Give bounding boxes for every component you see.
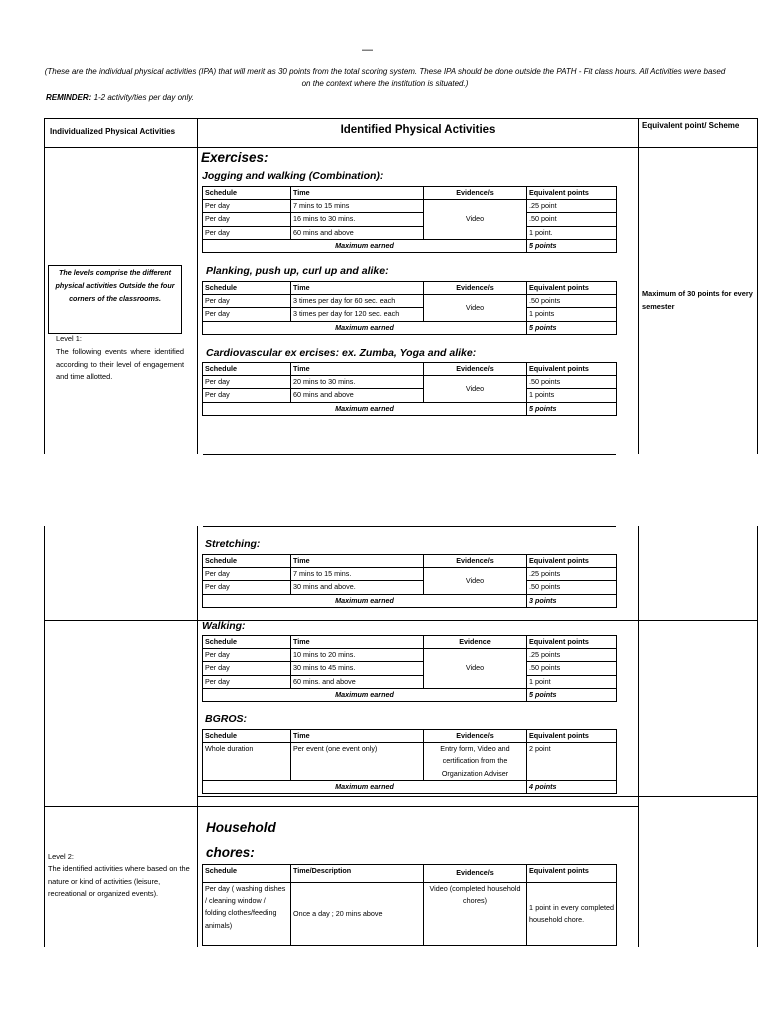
main-col-line-3 bbox=[757, 118, 758, 454]
bgros-schedule: Whole duration bbox=[203, 743, 291, 781]
stretching-evidence: Video bbox=[424, 568, 527, 594]
main-col-line-2 bbox=[638, 118, 639, 454]
part2-top bbox=[203, 526, 616, 527]
bgros-table bbox=[202, 729, 617, 794]
section-end-line bbox=[203, 454, 616, 455]
col2-header: Identified Physical Activities bbox=[340, 124, 496, 136]
planking-title: Planking, push up, curl up and alike: bbox=[206, 265, 389, 277]
cardio-r2-schedule: Per day bbox=[203, 389, 291, 402]
walking-divider-right bbox=[638, 620, 758, 621]
jogging-max-value: 5 points bbox=[527, 239, 617, 252]
jogging-r3-schedule: Per day bbox=[203, 226, 291, 239]
bgros-evidence: Entry form, Video and certification from the Organization Adviser bbox=[424, 743, 527, 781]
stretching-max-label: Maximum earned bbox=[203, 594, 527, 607]
planking-r2-time: 3 times per day for 120 sec. each bbox=[291, 308, 424, 321]
cardio-header-points: Equivalent points bbox=[527, 363, 617, 376]
household-title-line2: chores: bbox=[206, 845, 255, 860]
cardio-r1-time: 20 mins to 30 mins. bbox=[291, 376, 424, 389]
stretching-table bbox=[202, 554, 617, 608]
stretching-header-evidence: Evidence/s bbox=[424, 555, 527, 568]
main-col-line-1 bbox=[197, 118, 198, 454]
stretching-r1-points: .25 points bbox=[527, 568, 617, 581]
planking-header-time: Time bbox=[291, 282, 424, 295]
jogging-max-label: Maximum earned bbox=[203, 239, 527, 252]
walking-r2-time: 30 mins to 45 mins. bbox=[291, 662, 424, 675]
stretching-r1-time: 7 mins to 15 mins. bbox=[291, 568, 424, 581]
stretching-r2-schedule: Per day bbox=[203, 581, 291, 594]
cardio-header-time: Time bbox=[291, 363, 424, 376]
bgros-header-points: Equivalent points bbox=[527, 730, 617, 743]
household-header-schedule: Schedule bbox=[203, 865, 291, 883]
jogging-r1-points: .25 point bbox=[527, 200, 617, 213]
walking-r1-time: 10 mins to 20 mins. bbox=[291, 649, 424, 662]
cardio-max-label: Maximum earned bbox=[203, 402, 527, 415]
walking-r1-schedule: Per day bbox=[203, 649, 291, 662]
jogging-title: Jogging and walking (Combination): bbox=[202, 170, 384, 182]
bgros-end-line bbox=[197, 796, 639, 797]
walking-r3-schedule: Per day bbox=[203, 675, 291, 688]
jogging-header-schedule: Schedule bbox=[203, 187, 291, 200]
bgros-header-time: Time bbox=[291, 730, 424, 743]
bgros-time: Per event (one event only) bbox=[291, 743, 424, 781]
cardio-title: Cardiovascular ex ercises: ex. Zumba, Yoga and alike: bbox=[206, 347, 477, 359]
planking-r1-points: .50 points bbox=[527, 295, 617, 308]
exercises-title: Exercises: bbox=[201, 150, 269, 165]
reminder-label: REMINDER: bbox=[46, 93, 92, 102]
walking-r3-points: 1 point bbox=[527, 675, 617, 688]
bgros-header-evidence: Evidence/s bbox=[424, 730, 527, 743]
bgros-max-value: 4 points bbox=[527, 781, 617, 794]
household-table bbox=[202, 864, 617, 946]
household-time: Once a day ; 20 mins above bbox=[291, 883, 424, 946]
jogging-r2-time: 16 mins to 30 mins. bbox=[291, 213, 424, 226]
walking-header-time: Time bbox=[291, 636, 424, 649]
planking-r1-schedule: Per day bbox=[203, 295, 291, 308]
jogging-r2-points: .50 point bbox=[527, 213, 617, 226]
planking-evidence: Video bbox=[424, 295, 527, 321]
walking-r1-points: .25 points bbox=[527, 649, 617, 662]
level1-text: The following events where identified according to their level of engagement and time allotted. bbox=[56, 347, 184, 381]
col1-header: Individualized Physical Activities bbox=[50, 127, 176, 136]
stretching-r2-time: 30 mins and above. bbox=[291, 581, 424, 594]
intro-note: (These are the individual physical activities (IPA) that will merit as 30 points from the total scoring system. These IPA should be done outside the PATH - Fit class hours. All Activities were based on the context where the institution is situated.) bbox=[44, 67, 726, 88]
planking-header-points: Equivalent points bbox=[527, 282, 617, 295]
scheme-text: Maximum of 30 points for every semester bbox=[642, 289, 753, 311]
planking-max-label: Maximum earned bbox=[203, 321, 527, 334]
planking-header-schedule: Schedule bbox=[203, 282, 291, 295]
household-evidence: Video (completed household chores) bbox=[424, 883, 527, 946]
household-header-points: Equivalent points bbox=[527, 865, 617, 883]
jogging-r2-schedule: Per day bbox=[203, 213, 291, 226]
jogging-header-time: Time bbox=[291, 187, 424, 200]
planking-header-evidence: Evidence/s bbox=[424, 282, 527, 295]
level2-divider-left bbox=[44, 806, 198, 807]
stretching-title: Stretching: bbox=[205, 538, 261, 550]
household-title-line1: Household bbox=[206, 820, 276, 835]
walking-evidence: Video bbox=[424, 649, 527, 689]
cardio-r2-points: 1 points bbox=[527, 389, 617, 402]
cardio-header-schedule: Schedule bbox=[203, 363, 291, 376]
stretching-r1-schedule: Per day bbox=[203, 568, 291, 581]
jogging-header-evidence: Evidence/s bbox=[424, 187, 527, 200]
part2-col-line-0 bbox=[44, 526, 45, 947]
household-schedule: Per day ( washing dishes / cleaning window / folding clothes/feeding animals) bbox=[203, 883, 291, 946]
cardio-max-value: 5 points bbox=[527, 402, 617, 415]
walking-r3-time: 60 mins. and above bbox=[291, 675, 424, 688]
bgros-max-label: Maximum earned bbox=[203, 781, 527, 794]
cardio-r1-points: .50 points bbox=[527, 376, 617, 389]
planking-table bbox=[202, 281, 617, 335]
jogging-r3-time: 60 mins and above bbox=[291, 226, 424, 239]
reminder-text: 1-2 activity/ties per day only. bbox=[91, 93, 194, 102]
stretching-r2-points: .50 points bbox=[527, 581, 617, 594]
stretching-header-schedule: Schedule bbox=[203, 555, 291, 568]
level2-divider-mid bbox=[197, 806, 639, 807]
walking-title: Walking: bbox=[202, 620, 246, 632]
part2-col-line-3 bbox=[757, 526, 758, 947]
part2-col-line-2 bbox=[638, 526, 639, 947]
walking-r2-schedule: Per day bbox=[203, 662, 291, 675]
walking-max-label: Maximum earned bbox=[203, 688, 527, 701]
title-dash: — bbox=[362, 44, 373, 56]
planking-r1-time: 3 times per day for 60 sec. each bbox=[291, 295, 424, 308]
col3-header: Equivalent point/ Scheme bbox=[642, 121, 740, 130]
household-header-time: Time/Description bbox=[291, 865, 424, 883]
bgros-title: BGROS: bbox=[205, 713, 247, 725]
walking-divider-mid bbox=[197, 620, 639, 621]
main-col-line-0 bbox=[44, 118, 45, 454]
walking-header-points: Equivalent points bbox=[527, 636, 617, 649]
level2-title: Level 2: bbox=[48, 852, 74, 861]
planking-max-value: 5 points bbox=[527, 321, 617, 334]
level2-text: The identified activities where based on the nature or kind of activities (leisure, recreational or organized events). bbox=[48, 864, 190, 898]
walking-r2-points: .50 points bbox=[527, 662, 617, 675]
cardio-r2-time: 60 mins and above bbox=[291, 389, 424, 402]
household-header-evidence: Evidence/s bbox=[424, 865, 527, 883]
stretching-header-points: Equivalent points bbox=[527, 555, 617, 568]
jogging-table bbox=[202, 186, 617, 253]
jogging-r1-schedule: Per day bbox=[203, 200, 291, 213]
cardio-table bbox=[202, 362, 617, 416]
main-table-header-bottom bbox=[44, 147, 758, 148]
jogging-evidence: Video bbox=[424, 200, 527, 240]
cardio-header-evidence: Evidence/s bbox=[424, 363, 527, 376]
planking-r2-schedule: Per day bbox=[203, 308, 291, 321]
household-points: 1 point in every completed household chore. bbox=[527, 883, 617, 946]
walking-table bbox=[202, 635, 617, 702]
jogging-header-points: Equivalent points bbox=[527, 187, 617, 200]
level-box: The levels comprise the different physical activities Outside the four corners of the classrooms. bbox=[48, 265, 182, 334]
cardio-evidence: Video bbox=[424, 376, 527, 402]
jogging-r3-points: 1 point. bbox=[527, 226, 617, 239]
level2-divider-right bbox=[638, 796, 758, 797]
stretching-max-value: 3 points bbox=[527, 594, 617, 607]
jogging-r1-time: 7 mins to 15 mins bbox=[291, 200, 424, 213]
reminder bbox=[46, 93, 194, 102]
walking-header-evidence: Evidence bbox=[424, 636, 527, 649]
bgros-header-schedule: Schedule bbox=[203, 730, 291, 743]
level1-title: Level 1: bbox=[56, 334, 82, 343]
walking-divider-left bbox=[44, 620, 198, 621]
bgros-points: 2 point bbox=[527, 743, 617, 781]
cardio-r1-schedule: Per day bbox=[203, 376, 291, 389]
planking-r2-points: 1 points bbox=[527, 308, 617, 321]
walking-header-schedule: Schedule bbox=[203, 636, 291, 649]
stretching-header-time: Time bbox=[291, 555, 424, 568]
walking-max-value: 5 points bbox=[527, 688, 617, 701]
